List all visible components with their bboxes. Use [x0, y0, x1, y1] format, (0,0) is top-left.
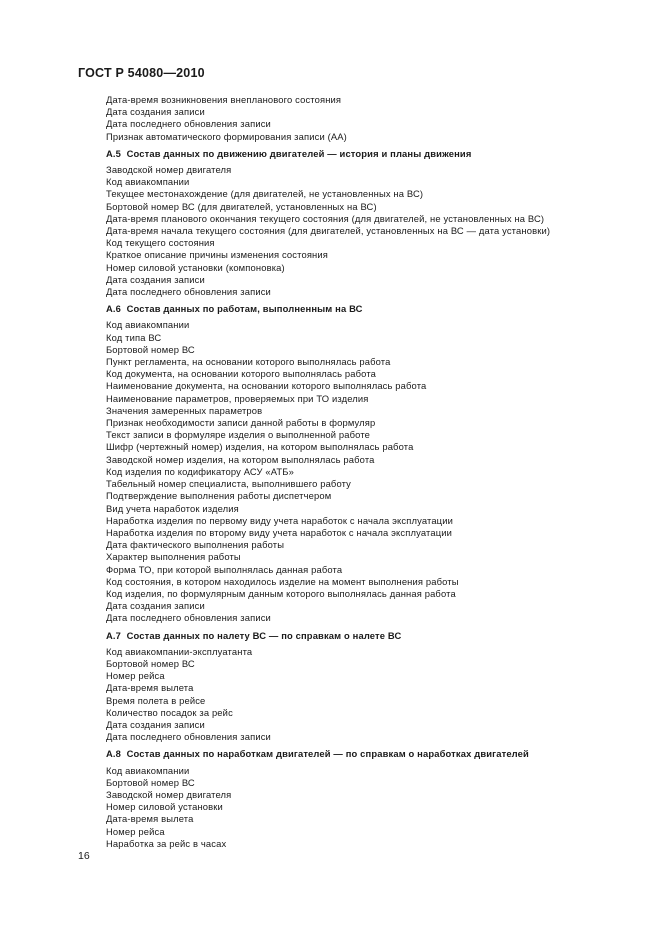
section-number: А.8 — [106, 748, 122, 760]
sections-container — [106, 148, 626, 850]
list-item: Шифр (чертежный номер) изделия, на котором выполнялась работа — [106, 441, 414, 453]
list-item: Дата-время вылета — [106, 682, 194, 694]
list-item: Количество посадок за рейс — [106, 706, 233, 718]
list-item: Время полета в рейсе — [106, 694, 206, 706]
list-item: Вид учета наработок изделия — [106, 502, 239, 514]
section-heading: Состав данных по работам, выполненным на ВС — [126, 303, 363, 315]
list-item: Код документа, на основании которого выполнялась работа — [106, 368, 377, 380]
section — [106, 148, 626, 298]
list-item: Пункт регламента, на основании которого выполнялась работа — [106, 356, 391, 368]
list-item: Бортовой номер ВС — [106, 776, 195, 788]
list-item: Заводской номер двигателя — [106, 788, 232, 800]
list-item: Номер рейса — [106, 825, 165, 837]
list-item: Код авиакомпании — [106, 764, 190, 776]
section-number: А.5 — [106, 147, 122, 159]
list-item: Дата-время вылета — [106, 813, 194, 825]
list-item: Табельный номер специалиста, выполнившего работу — [106, 478, 351, 490]
list-item: Код авиакомпании — [106, 319, 190, 331]
list-item: Краткое описание причины изменения состояния — [106, 249, 328, 261]
list-item: Код авиакомпании-эксплуатанта — [106, 645, 253, 657]
list-item: Дата создания записи — [106, 718, 205, 730]
list-item: Наработка изделия по первому виду учета наработок с начала эксплуатации — [106, 514, 453, 526]
list-item: Код состояния, в котором находилось изделие на момент выполнения работы — [106, 575, 459, 587]
list-item: Признак автоматического формирования записи (АА) — [106, 130, 347, 142]
intro-list — [106, 94, 626, 143]
document-body — [106, 94, 626, 850]
list-item: Характер выполнения работы — [106, 551, 241, 563]
list-item: Дата фактического выполнения работы — [106, 539, 285, 551]
list-item: Дата-время планового окончания текущего состояния (для двигателей, не установленных на ВС) — [106, 212, 545, 224]
list-item: Значения замеренных параметров — [106, 404, 263, 416]
list-item: Код типа ВС — [106, 331, 162, 343]
list-item: Дата-время возникновения внепланового состояния — [106, 94, 342, 105]
section-title — [106, 303, 626, 315]
list-item: Дата создания записи — [106, 273, 205, 285]
list-item: Номер силовой установки — [106, 801, 223, 813]
section-number: А.7 — [106, 629, 122, 641]
list-item: Признак необходимости записи данной работы в формуляр — [106, 417, 376, 429]
list-item: Дата-время начала текущего состояния (для двигателей, установленных на ВС — дата установки) — [106, 225, 551, 237]
list-item: Код текущего состояния — [106, 237, 215, 249]
list-item: Код изделия, по формулярным данным которого выполнялась данная работа — [106, 587, 456, 599]
list-item: Дата последнего обновления записи — [106, 612, 271, 624]
list-item: Наименование документа, на основании которого выполнялась работа — [106, 380, 427, 392]
section-number: А.6 — [106, 303, 122, 315]
list-item: Форма ТО, при которой выполнялась данная работа — [106, 563, 343, 575]
list-item: Текст записи в формуляре изделия о выполненной работе — [106, 429, 371, 441]
list-item: Дата последнего обновления записи — [106, 731, 271, 743]
section-title — [106, 748, 626, 760]
section-title — [106, 148, 626, 160]
list-item: Подтверждение выполнения работы диспетчером — [106, 490, 332, 502]
document-header: ГОСТ Р 54080—2010 — [78, 66, 205, 80]
list-item: Дата создания записи — [106, 106, 205, 118]
list-item: Номер силовой установки (компоновка) — [106, 261, 285, 273]
section-heading: Состав данных по движению двигателей — история и планы движения — [126, 147, 472, 159]
list-item: Текущее местонахождение (для двигателей, не установленных на ВС) — [106, 188, 424, 200]
section — [106, 630, 626, 744]
list-item: Наработка изделия по второму виду учета наработок с начала эксплуатации — [106, 526, 452, 538]
list-item: Дата последнего обновления записи — [106, 118, 271, 130]
list-item: Бортовой номер ВС — [106, 657, 195, 669]
list-item: Бортовой номер ВС — [106, 343, 195, 355]
list-item: Бортовой номер ВС (для двигателей, установленных на ВС) — [106, 200, 377, 212]
section-heading: Состав данных по налету ВС — по справкам о налете ВС — [126, 629, 402, 641]
list-item: Дата создания записи — [106, 600, 205, 612]
list-item: Код авиакомпании — [106, 176, 190, 188]
page-number: 16 — [78, 850, 90, 862]
section — [106, 748, 626, 850]
list-item: Наработка за рейс в часах — [106, 837, 227, 849]
list-item: Заводской номер изделия, на котором выполнялась работа — [106, 453, 375, 465]
section — [106, 303, 626, 624]
list-item: Код изделия по кодификатору АСУ «АТБ» — [106, 465, 294, 477]
list-item: Наименование параметров, проверяемых при ТО изделия — [106, 392, 369, 404]
list-item: Заводской номер двигателя — [106, 164, 232, 176]
list-item: Дата последнего обновления записи — [106, 286, 271, 298]
section-heading: Состав данных по наработкам двигателей — по справкам о наработках двигателей — [126, 748, 529, 760]
section-title — [106, 630, 626, 642]
list-item: Номер рейса — [106, 670, 165, 682]
